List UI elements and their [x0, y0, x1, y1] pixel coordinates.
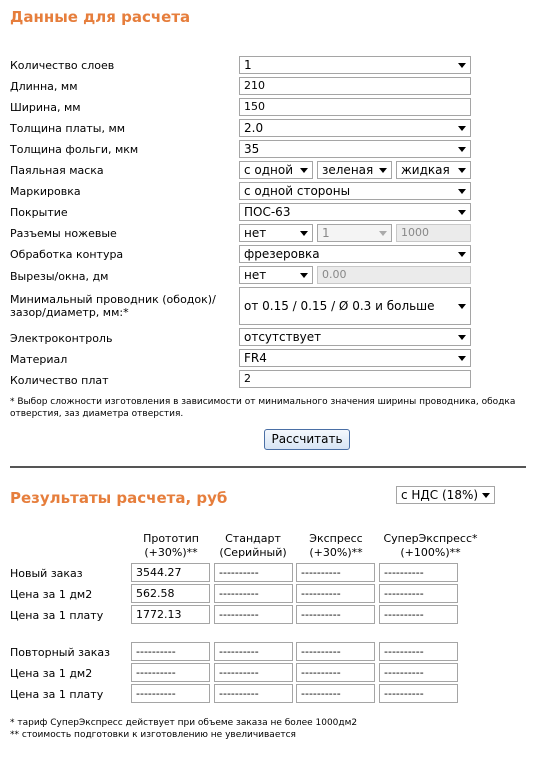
- chevron-down-icon: [379, 168, 387, 173]
- cutouts-select[interactable]: [239, 266, 313, 284]
- foil-value: 35: [244, 142, 260, 156]
- coating-value: ПОС-63: [244, 205, 291, 219]
- chevron-down-icon: [458, 63, 466, 68]
- result-cell: ----------: [379, 584, 458, 603]
- chevron-down-icon: [458, 252, 466, 257]
- mask-color-value: зеленая: [322, 163, 374, 177]
- connectors-label: Разъемы ножевые: [10, 227, 117, 240]
- chevron-down-icon: [300, 168, 308, 173]
- result-cell: ----------: [214, 605, 293, 624]
- input-footnote: * Выбор сложности изготовления в зависимости от минимального значения ширины проводника, ободка отверстия, заз диаметра отверстия.: [10, 397, 516, 419]
- mask-color-select[interactable]: [317, 161, 392, 179]
- marking-select[interactable]: [239, 182, 471, 200]
- column-header-line2: (Серийный): [219, 546, 287, 559]
- electrocontrol-select[interactable]: [239, 328, 471, 346]
- width-field[interactable]: 150: [239, 98, 471, 116]
- column-header-line1: Прототип: [143, 532, 199, 545]
- material-select[interactable]: [239, 349, 471, 367]
- connectors-count-value: 1: [322, 226, 330, 240]
- result-cell: 562.58: [131, 584, 210, 603]
- boards-field[interactable]: 2: [239, 370, 471, 388]
- connectors-length-field[interactable]: 1000: [396, 224, 471, 242]
- thickness-value: 2.0: [244, 121, 264, 135]
- result-cell: ----------: [214, 663, 293, 682]
- mask-label: Паяльная маска: [10, 164, 104, 177]
- chevron-down-icon: [458, 168, 466, 173]
- column-header-line1: Стандарт: [225, 532, 281, 545]
- result-cell: 3544.27: [131, 563, 210, 582]
- connectors-select[interactable]: [239, 224, 313, 242]
- result-cell: ----------: [379, 563, 458, 582]
- result-cell: ----------: [131, 642, 210, 661]
- result-cell: ----------: [296, 605, 375, 624]
- layers-value: 1: [244, 58, 252, 72]
- length-label: Длинна, мм: [10, 80, 78, 93]
- connectors-count-select[interactable]: [317, 224, 392, 242]
- marking-value: с одной стороны: [244, 184, 351, 198]
- result-cell: ----------: [214, 584, 293, 603]
- electrocontrol-label: Электроконтроль: [10, 332, 113, 345]
- column-header-express: [295, 532, 377, 560]
- result-cell: ----------: [296, 663, 375, 682]
- result-cell: ----------: [379, 684, 458, 703]
- length-field[interactable]: 210: [239, 77, 471, 95]
- chevron-down-icon: [458, 356, 466, 361]
- column-header-standard: [212, 532, 294, 560]
- repeat-per-dm2-label: Цена за 1 дм2: [10, 667, 93, 680]
- result-cell: ----------: [296, 684, 375, 703]
- new-per-dm2-label: Цена за 1 дм2: [10, 588, 93, 601]
- chevron-down-icon: [300, 231, 308, 236]
- contour-value: фрезеровка: [244, 247, 320, 261]
- repeat-per-board-label: Цена за 1 плату: [10, 688, 104, 701]
- chevron-down-icon: [458, 189, 466, 194]
- min-conductor-select[interactable]: [239, 287, 471, 325]
- new-per-board-label: Цена за 1 плату: [10, 609, 104, 622]
- new-order-label: Новый заказ: [10, 567, 83, 580]
- results-footnote-1: * тариф СуперЭкспресс действует при объеме заказа не более 1000дм2: [10, 718, 358, 728]
- chevron-down-icon: [458, 335, 466, 340]
- results-footnote-2: ** стоимость подготовки к изготовлению не увеличивается: [10, 730, 296, 740]
- layers-label: Количество слоев: [10, 59, 115, 72]
- material-value: FR4: [244, 351, 267, 365]
- cutouts-label: Вырезы/окна, дм: [10, 270, 109, 283]
- coating-select[interactable]: [239, 203, 471, 221]
- result-cell: ----------: [131, 684, 210, 703]
- column-header-line2: (+30%)**: [309, 546, 363, 559]
- foil-label: Толщина фольги, мкм: [10, 143, 139, 156]
- thickness-label: Толщина платы, мм: [10, 122, 126, 135]
- width-label: Ширина, мм: [10, 101, 81, 114]
- coating-label: Покрытие: [10, 206, 68, 219]
- connectors-value: нет: [244, 226, 267, 240]
- min-conductor-value: от 0.15 / 0.15 / Ø 0.3 и больше: [244, 299, 435, 313]
- repeat-order-label: Повторный заказ: [10, 646, 110, 659]
- chevron-down-icon: [482, 493, 490, 498]
- column-header-superexpress: [378, 532, 483, 560]
- vat-select[interactable]: [396, 486, 495, 504]
- chevron-down-icon: [458, 304, 466, 309]
- result-cell: ----------: [296, 563, 375, 582]
- mask-side-select[interactable]: [239, 161, 313, 179]
- cutouts-value: нет: [244, 268, 267, 282]
- marking-label: Маркировка: [10, 185, 81, 198]
- result-cell: ----------: [214, 642, 293, 661]
- cutouts-field[interactable]: 0.00: [317, 266, 471, 284]
- result-cell: ----------: [214, 684, 293, 703]
- result-cell: 1772.13: [131, 605, 210, 624]
- column-header-line1: Экспресс: [309, 532, 363, 545]
- mask-type-value: жидкая: [401, 163, 450, 177]
- contour-label: Обработка контура: [10, 248, 124, 261]
- material-label: Материал: [10, 353, 68, 366]
- chevron-down-icon: [379, 231, 387, 236]
- result-cell: ----------: [379, 642, 458, 661]
- divider: [10, 466, 526, 468]
- result-cell: ----------: [214, 563, 293, 582]
- min-conductor-label: Минимальный проводник (ободок)/зазор/диаметр, мм:*: [10, 293, 216, 319]
- column-header-line1: СуперЭкспресс*: [383, 532, 478, 545]
- result-cell: ----------: [379, 605, 458, 624]
- chevron-down-icon: [458, 126, 466, 131]
- result-cell: ----------: [296, 642, 375, 661]
- vat-value: с НДС (18%): [401, 488, 479, 502]
- column-header-prototype: [130, 532, 212, 560]
- contour-select[interactable]: [239, 245, 471, 263]
- layers-select[interactable]: [239, 56, 471, 74]
- result-cell: ----------: [296, 584, 375, 603]
- column-header-line2: (+30%)**: [144, 546, 198, 559]
- chevron-down-icon: [458, 210, 466, 215]
- mask-side-value: с одной: [244, 163, 294, 177]
- boards-label: Количество плат: [10, 374, 109, 387]
- column-header-line2: (+100%)**: [400, 546, 461, 559]
- chevron-down-icon: [458, 147, 466, 152]
- results-title: Результаты расчета, руб: [10, 489, 228, 507]
- result-cell: ----------: [379, 663, 458, 682]
- input-title: Данные для расчета: [10, 8, 191, 26]
- calculate-button[interactable]: Рассчитать: [264, 429, 350, 450]
- electrocontrol-value: отсутствует: [244, 330, 322, 344]
- thickness-select[interactable]: [239, 119, 471, 137]
- foil-select[interactable]: [239, 140, 471, 158]
- mask-type-select[interactable]: [396, 161, 471, 179]
- result-cell: ----------: [131, 663, 210, 682]
- chevron-down-icon: [300, 273, 308, 278]
